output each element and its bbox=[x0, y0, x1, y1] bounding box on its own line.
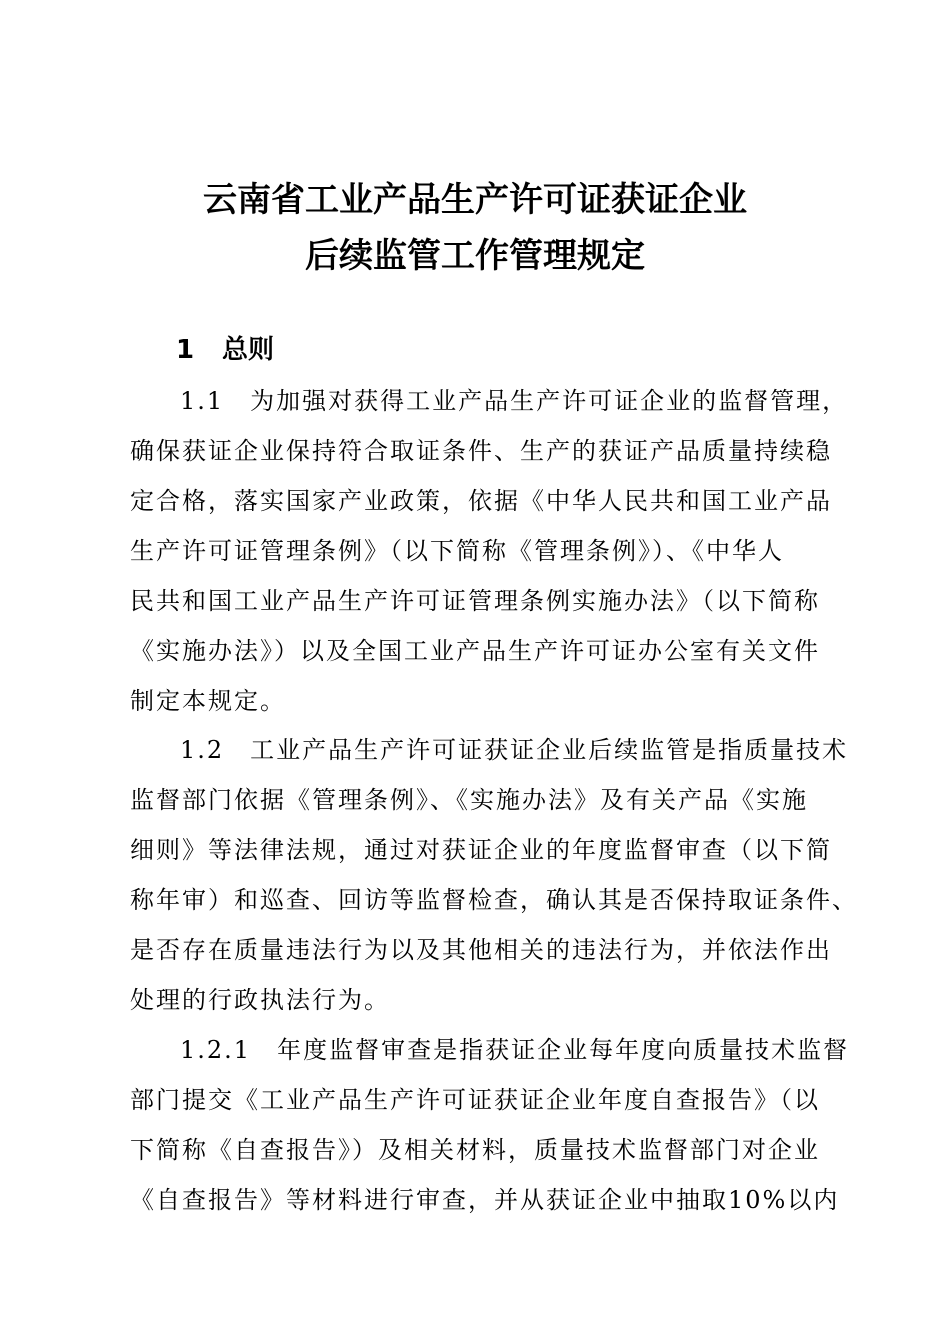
section-number: 1 bbox=[176, 335, 195, 365]
paragraph-line: 是否存在质量违法行为以及其他相关的违法行为，并依法作出 bbox=[130, 936, 832, 964]
paragraph-1-1 bbox=[130, 376, 849, 726]
paragraph-line: 生产许可证管理条例》（以下简称《管理条例》）、《中华人 bbox=[130, 537, 784, 565]
paragraph-line: 处理的行政执法行为。 bbox=[130, 986, 390, 1014]
paragraph-number: 1.2 bbox=[180, 736, 225, 764]
paragraph-line: 《自查报告》等材料进行审查，并从获证企业中抽取10%以内 bbox=[130, 1186, 840, 1214]
paragraph-line: 定合格，落实国家产业政策，依据《中华人民共和国工业产品 bbox=[130, 487, 832, 515]
paragraph-line: 部门提交《工业产品生产许可证获证企业年度自查报告》（以 bbox=[130, 1086, 820, 1114]
paragraph-line: 监督部门依据《管理条例》、《实施办法》及有关产品《实施 bbox=[130, 786, 808, 814]
paragraph-text: 为加强对获得工业产品生产许可证企业的监督管理， bbox=[250, 387, 849, 415]
paragraph-line: 民共和国工业产品生产许可证管理条例实施办法》（以下简称 bbox=[130, 587, 820, 615]
paragraph-text: 工业产品生产许可证获证企业后续监管是指质量技术 bbox=[250, 736, 849, 764]
paragraph-line: 细则》等法律法规，通过对获证企业的年度监督审查（以下简 bbox=[130, 836, 832, 864]
document-title bbox=[0, 172, 950, 284]
paragraph-line: 制定本规定。 bbox=[130, 687, 286, 715]
paragraph-1-2 bbox=[130, 725, 858, 1025]
paragraph-number: 1.2.1 bbox=[180, 1036, 252, 1064]
paragraph-line: 下简称《自查报告》）及相关材料，质量技术监督部门对企业 bbox=[130, 1136, 820, 1164]
paragraph-line: 《实施办法》）以及全国工业产品生产许可证办公室有关文件 bbox=[130, 637, 820, 665]
paragraph-line bbox=[130, 376, 849, 426]
paragraph-number: 1.1 bbox=[180, 387, 225, 415]
title-line-2: 后续监管工作管理规定 bbox=[305, 236, 645, 276]
paragraph-line: 称年审）和巡查、回访等监督检查，确认其是否保持取证条件、 bbox=[130, 886, 858, 914]
section-title: 总则 bbox=[222, 335, 275, 365]
section-heading-1 bbox=[176, 330, 274, 370]
paragraph-line: 确保获证企业保持符合取证条件、生产的获证产品质量持续稳 bbox=[130, 437, 832, 465]
paragraph-line bbox=[130, 1025, 850, 1075]
title-line-1: 云南省工业产品生产许可证获证企业 bbox=[203, 180, 747, 220]
paragraph-1-2-1 bbox=[130, 1025, 850, 1225]
paragraph-text: 年度监督审查是指获证企业每年度向质量技术监督 bbox=[277, 1036, 850, 1064]
paragraph-line bbox=[130, 725, 849, 775]
